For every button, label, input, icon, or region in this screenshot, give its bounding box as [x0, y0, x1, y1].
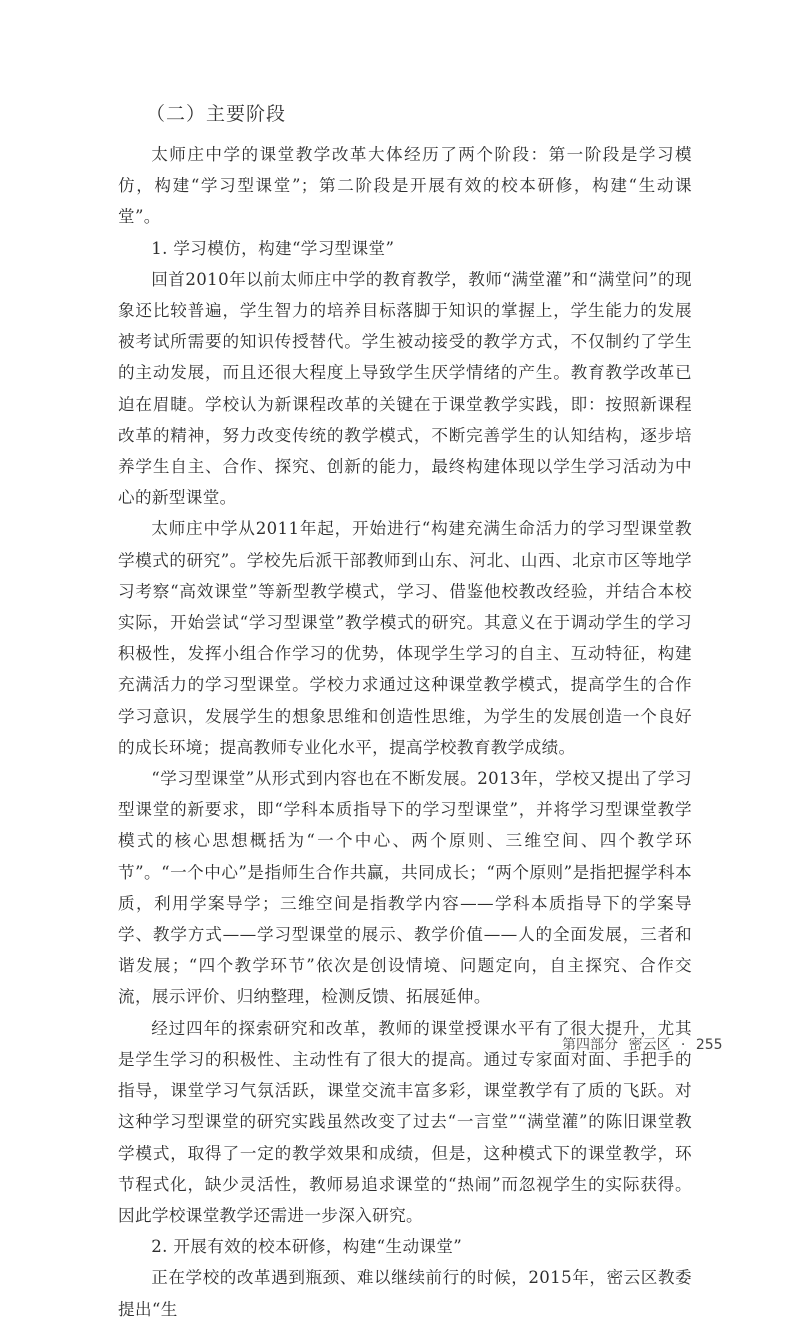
page-number: 255	[695, 1037, 723, 1053]
footer-part: 第四部分	[562, 1037, 618, 1053]
subheading-school-research: 2. 开展有效的校本研修，构建“生动课堂”	[151, 1237, 463, 1257]
paragraph-2015: 正在学校的改革遇到瓶颈、难以继续前行的时候，2015年，密云区教委提出“生	[118, 1268, 692, 1319]
paragraph-intro: 太师庄中学的课堂教学改革大体经历了两个阶段：第一阶段是学习模仿，构建“学习型课堂”；第二阶段是开展有效的校本研修，构建“生动课堂”。	[118, 145, 692, 227]
page-footer	[562, 1035, 729, 1055]
paragraph-background: 回首2010年以前太师庄中学的教育教学，教师“满堂灌”和“满堂问”的现象还比较普遍，学生智力的培养目标落脚于知识的掌握上，学生能力的发展被考试所需要的知识传授替代。学生被动接受的教学方式，不仅制约了学生的主动发展，而且还很大程度上导致学生厌学情绪的产生。教育教学改革已迫在眉睫。学校认为新课程改革的关键在于课堂教学实践，即：按照新课程改革的精神，努力改变传统的教学模式，不断完善学生的认知结构，逐步培养学生自主、合作、探究、创新的能力，最终构建体现以学生学习活动为中心的新型课堂。	[118, 269, 692, 508]
paragraph-results: 经过四年的探索研究和改革，教师的课堂授课水平有了很大提升，尤其是学生学习的积极性、主动性有了很大的提高。通过专家面对面、手把手的指导，课堂学习气氛活跃，课堂交流丰富多彩，课堂教学有了质的飞跃。对这种学习型课堂的研究实践虽然改变了过去“一言堂”“满堂灌”的陈旧课堂教学模式，取得了一定的教学效果和成绩，但是，这种模式下的课堂教学，环节程式化，缺少灵活性，教师易追求课堂的“热闹”而忽视学生的实际获得。因此学校课堂教学还需进一步深入研究。	[118, 1018, 692, 1225]
footer-separator: ·	[680, 1037, 686, 1053]
footer-district: 密云区	[628, 1037, 671, 1053]
section-heading: （二）主要阶段	[146, 103, 287, 125]
paragraph-research-2011: 太师庄中学从2011年起，开始进行“构建充满生命活力的学习型课堂教学模式的研究”。学校先后派干部教师到山东、河北、山西、北京市区等地学习考察“高效课堂”等新型教学模式，学习、借鉴他校教改经验，并结合本校实际，开始尝试“学习型课堂”教学模式的研究。其意义在于调动学生的学习积极性，发挥小组合作学习的优势，体现学生学习的自主、互动特征，构建充满活力的学习型课堂。学校力求通过这种课堂教学模式，提高学生的合作学习意识，发展学生的想象思维和创造性思维，为学生的发展创造一个良好的成长环境；提高教师专业化水平，提高学校教育教学成绩。	[118, 519, 692, 757]
paragraph-development-2013: “学习型课堂”从形式到内容也在不断发展。2013年，学校又提出了学习型课堂的新要求，即“学科本质指导下的学习型课堂”，并将学习型课堂教学模式的核心思想概括为“一个中心、两个原则、三维空间、四个教学环节”。“一个中心”是指师生合作共赢，共同成长；“两个原则”是指把握学科本质，利用学案导学；三维空间是指教学内容——学科本质指导下的学案导学、教学方式——学习型课堂的展示、教学价值——人的全面发展，三者和谐发展；“四个教学环节”依次是创设情境、问题定向，自主探究、合作交流，展示评价、归纳整理，检测反馈、拓展延伸。	[118, 769, 692, 1007]
subheading-learning-imitation: 1. 学习模仿，构建“学习型课堂”	[151, 238, 395, 258]
body-text	[118, 139, 692, 1325]
